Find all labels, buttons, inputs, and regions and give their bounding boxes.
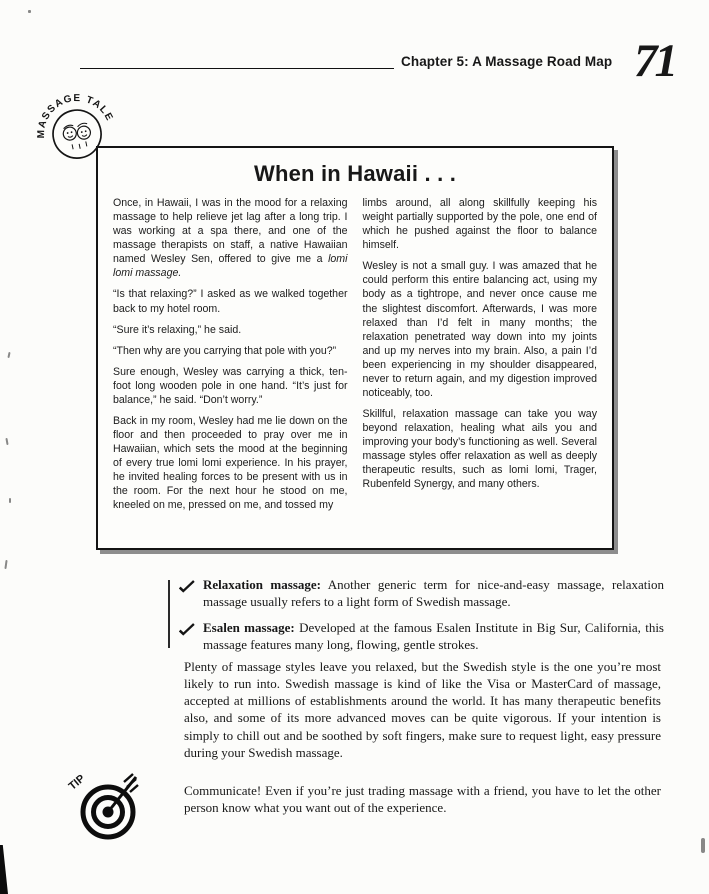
check-bullet-icon <box>179 580 196 593</box>
sidebar-paragraph: Wesley is not a small guy. I was amazed that he could perform this entire balancing act, using my body as a tightrope, and never once cause me the slightest discomfort. Afterwards, I was more relaxed than I’d felt in many months; the relaxation penetrated way down into my joints and up my nerves into my brain. Also, a pain I’d been experiencing in my shoulder disappeared, never to return again, and my digestion improved noticeably, too. <box>362 260 597 400</box>
scan-artifact <box>28 10 31 13</box>
massage-tale-label: MASSAGE TALE <box>35 92 116 139</box>
header-rule <box>80 68 394 69</box>
sidebar-paragraph: Sure enough, Wesley was carrying a thick, ten-foot long wooden pole in one hand. “It’s just for balance,” he said. “Don’t worry.” <box>113 365 348 406</box>
scan-artifact <box>5 438 8 445</box>
sidebar-title: When in Hawaii . . . <box>253 161 457 186</box>
scan-artifact <box>9 498 11 503</box>
scan-artifact <box>701 838 705 853</box>
sidebar-paragraph: Once, in Hawaii, I was in the mood for a relaxing massage to help relieve jet lag after a long trip. I was working at a spa there, and one of the massage therapists on staff, a native Hawaiian named Wesley Sen, offered to give me a lomi lomi massage. <box>113 197 348 280</box>
sidebar-paragraph: limbs around, all along skillfully keeping his weight partially supported by the pole, one end of which he pushed against the floor to balance himself. <box>362 197 597 252</box>
sidebar-paragraph: “Is that relaxing?” I asked as we walked together back to my hotel room. <box>113 288 348 315</box>
body-paragraph: Plenty of massage styles leave you relaxed, but the Swedish style is the one you’re most likely to run into. Swedish massage is kind of like the Visa or MasterCard of massage, accepted at millions of establishments around the world. It has many therapeutic benefits also, and some of its more advanced moves can be quite vigorous. If your intention is simply to chill out and be soothed by soft fingers, make sure to request light, easy pressure during your Swedish massage. <box>184 659 661 760</box>
sidebar-paragraph: “Then why are you carrying that pole with you?” <box>113 344 337 357</box>
sidebar-paragraph: “Sure it’s relaxing,” he said. <box>113 323 242 336</box>
sidebar-paragraph: Back in my room, Wesley had me lie down on the floor and then proceeded to pray over me in Hawaiian, which sets the mood at the beginning of every true lomi lomi experience. In his prayer, he invited healing forces to be present with us in the room. For the next hour he stood on me, kneeled on me, pressed on me, and tossed my <box>113 415 348 512</box>
bullet-list-rule <box>168 580 170 648</box>
sidebar-paragraph: Skillful, relaxation massage can take you way beyond relaxation, healing what ails you and improving your body’s functioning as well. Several massage styles offer relaxation as well as deeply therapeutic results, such as lomi lomi, Trager, Rubenfeld Synergy, and many others. <box>362 408 597 491</box>
bullet-text: Relaxation massage: Another generic term for nice-and-easy massage, relaxation massage usually refers to a light form of Swedish massage. <box>203 577 664 609</box>
tip-paragraph: Communicate! Even if you’re just trading massage with a friend, you have to let the other person know what you want out of the experience. <box>184 783 661 816</box>
scan-artifact <box>0 845 8 894</box>
check-bullet-icon <box>179 623 196 636</box>
page-number: 71 <box>634 35 675 87</box>
scan-artifact <box>4 560 7 569</box>
sidebar-right-column <box>363 196 598 520</box>
bullet-list <box>168 577 664 663</box>
sidebar-left-column <box>113 196 348 520</box>
tip-icon <box>66 764 150 848</box>
tip-label: TIP <box>66 772 88 793</box>
sidebar-columns <box>98 196 612 520</box>
list-item <box>168 620 664 654</box>
list-item <box>168 577 664 611</box>
sidebar-story-box <box>96 146 614 550</box>
chapter-title: Chapter 5: A Massage Road Map <box>401 54 613 69</box>
scan-artifact <box>7 352 10 358</box>
bullet-text: Esalen massage: Developed at the famous Esalen Institute in Big Sur, California, this massage features many long, flowing, gentle strokes. <box>203 619 664 652</box>
